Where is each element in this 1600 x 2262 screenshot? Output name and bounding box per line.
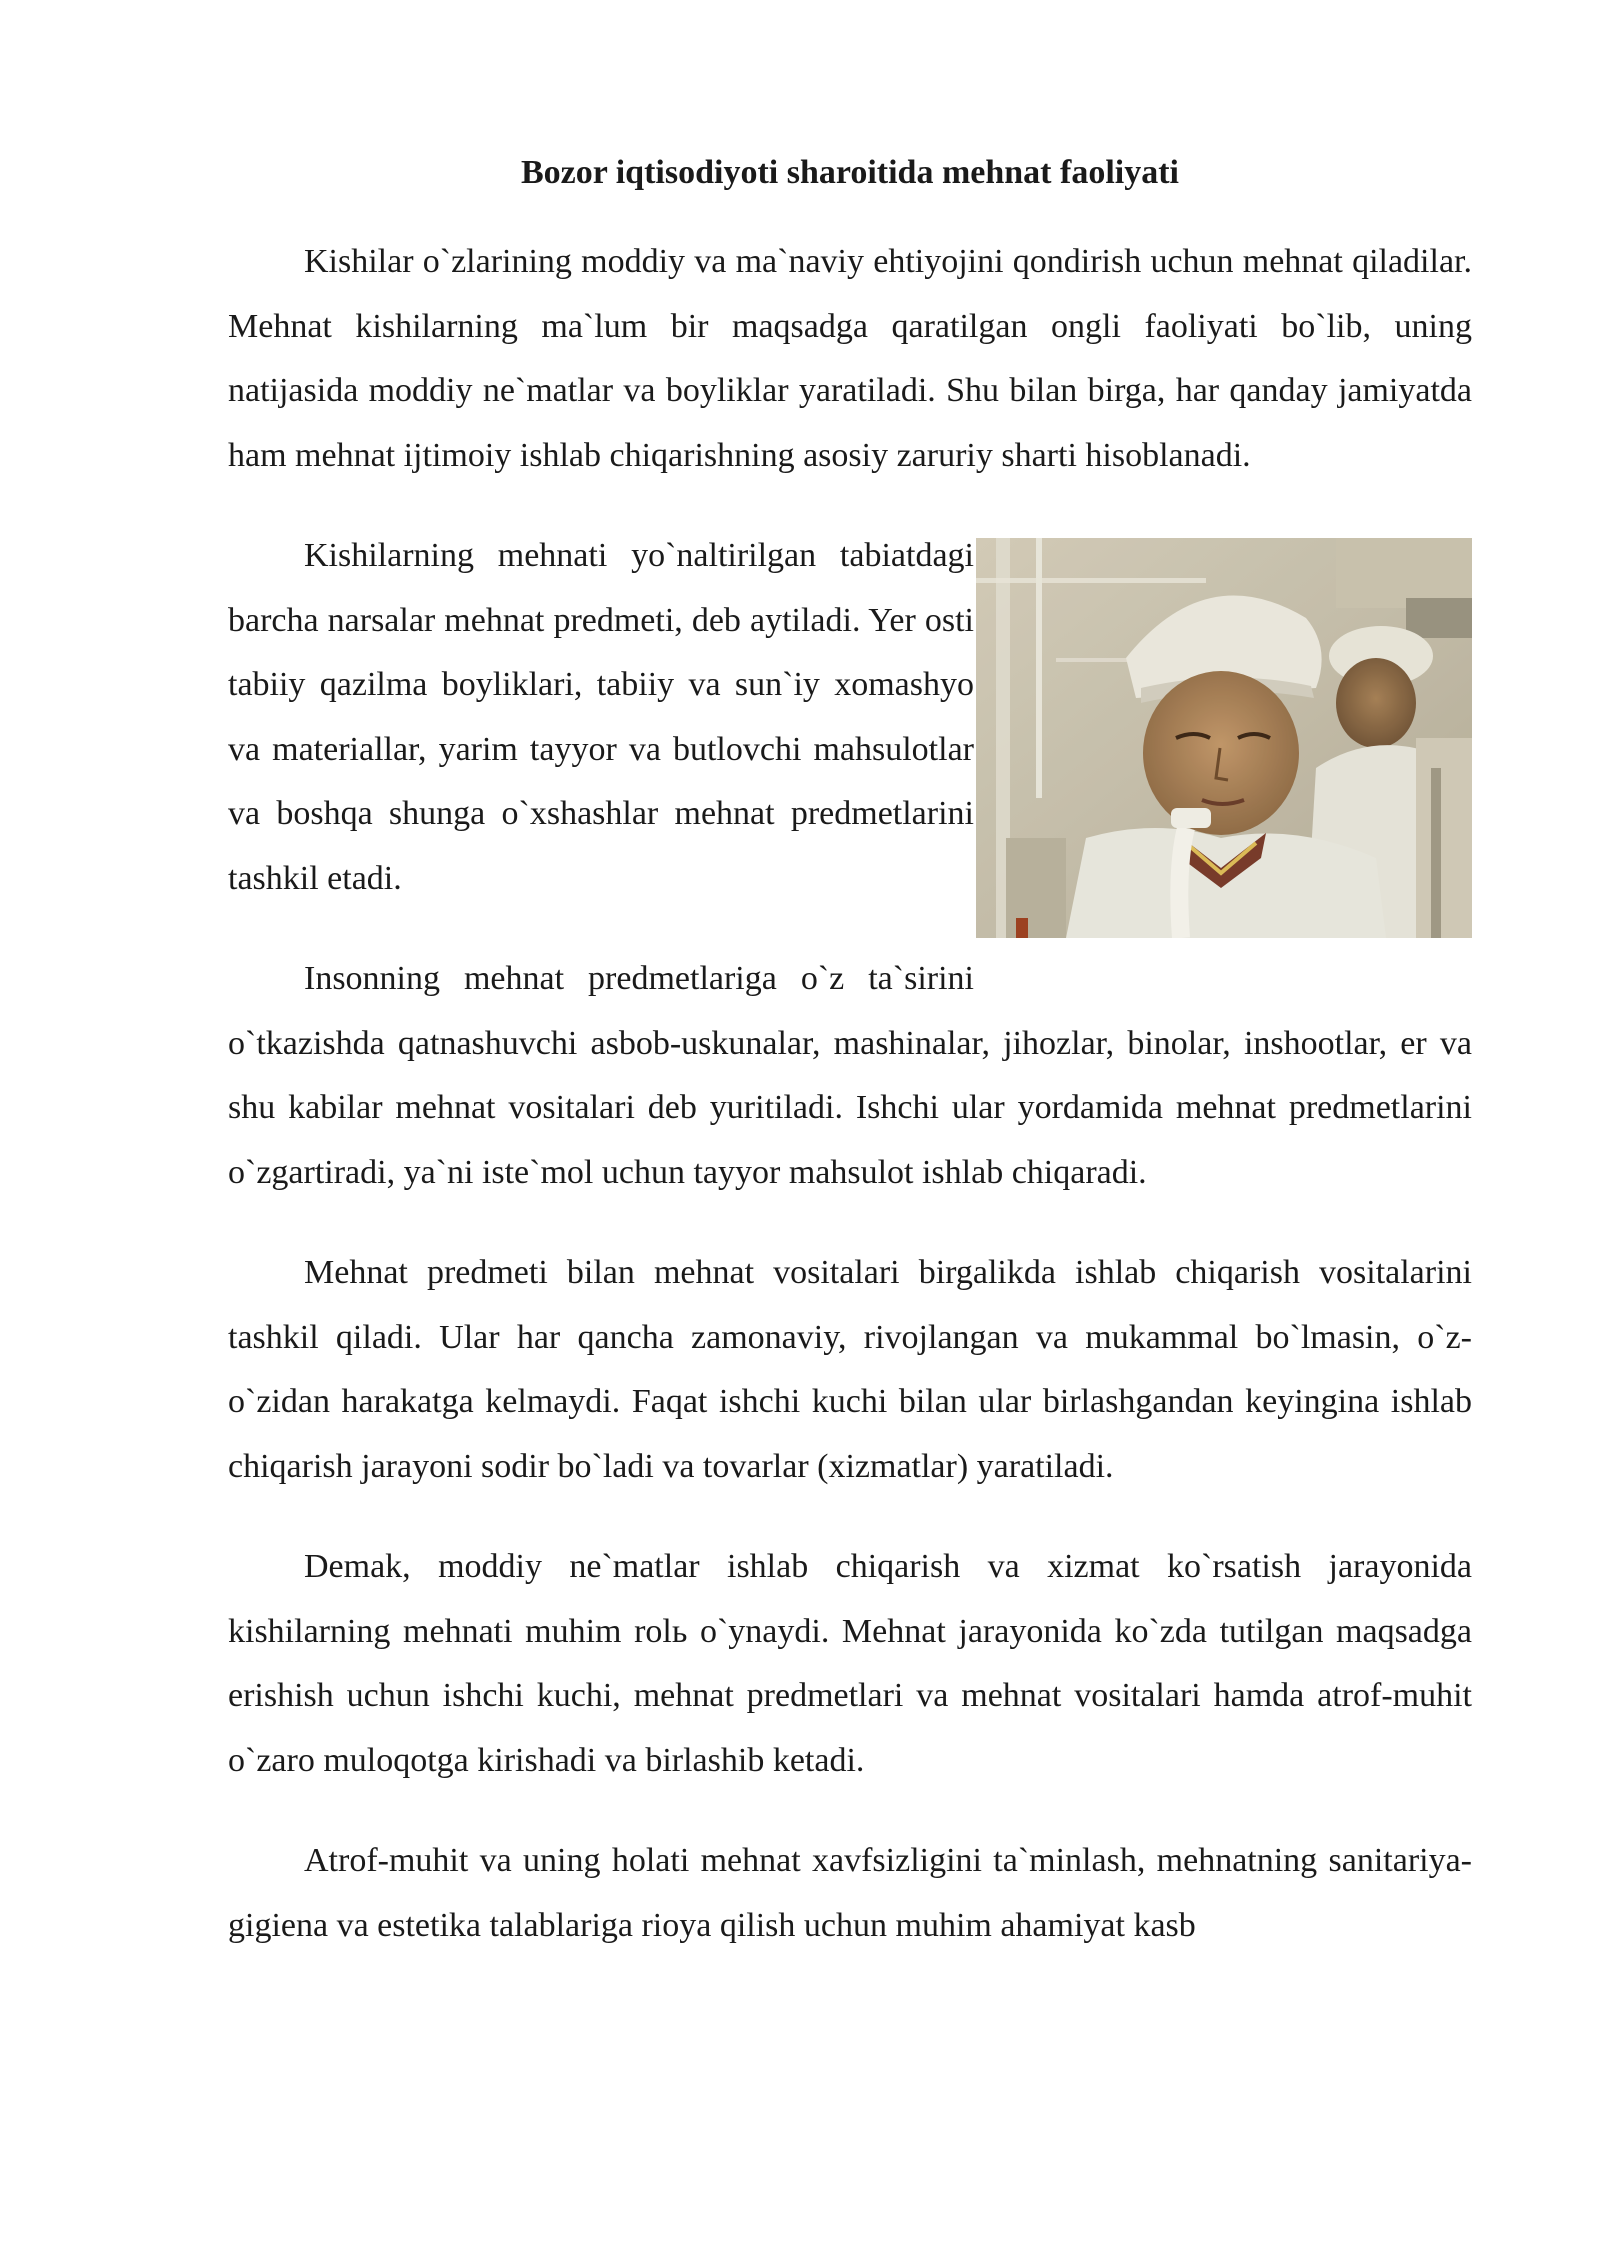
paragraph-1: Kishilar o`zlarining moddiy va ma`naviy ehtiyojini qondirish uchun mehnat qiladilar. Mehnat kishilarning ma`lum bir maqsadga qaratilgan ongli faoliyati bo`lib, uning natijasida moddiy ne`matlar va boyliklar yaratiladi. Shu bilan birga, har qanday jamiyatda ham mehnat ijtimoiy ishlab chiqarishning asosiy zaruriy sharti hisoblanadi. [228,243,1472,474]
paragraph-5: Demak, moddiy ne`matlar ishlab chiqarish va xizmat ko`rsatish jarayonida kishilarning mehnati muhim rolь o`ynaydi. Mehnat jarayonida ko`zda tutilgan maqsadga erishish uchun ishchi kuchi, mehnat predmetlari va mehnat vositalari hamda atrof-muhit o`zaro muloqotga kirishadi va birlashib ketadi. [228,1548,1472,1779]
document-title: Bozor iqtisodiyoti sharoitida mehnat faoliyati [520,154,1179,191]
document-page [228,148,1472,1994]
paragraph-3: Insonning mehnat predmetlariga o`z ta`sirini o`tkazishda qatnashuvchi asbob-uskunalar, mashinalar, jihozlar, binolar, inshootlar, er va shu kabilar mehnat vositalari deb yuritiladi. Ishchi ular yordamida mehnat predmetlarini o`zgartiradi, ya`ni iste`mol uchun tayyor mahsulot ishlab chiqaradi. [228,960,1472,1191]
paragraph-4: Mehnat predmeti bilan mehnat vositalari birgalikda ishlab chiqarish vositalarini tashkil qiladi. Ular har qancha zamonaviy, rivojlangan va mukammal bo`lmasin, o`z-o`zidan harakatga kelmaydi. Faqat ishchi kuchi bilan ular birlashgandan keyingina ishlab chiqarish jarayoni sodir bo`ladi va tovarlar (xizmatlar) yaratiladi. [228,1254,1472,1485]
worker-photo [976,538,1472,938]
paragraph-2: Kishilarning mehnati yo`naltirilgan tabiatdagi barcha narsalar mehnat predmeti, deb aytiladi. Yer osti tabiiy qazilma boyliklari, tabiiy va sun`iy xomashyo va materiallar, yarim tayyor va butlovchi mahsulotlar va boshqa shunga o`xshashlar mehnat predmetlarini tashkil etadi. [228,537,974,897]
paragraph-6: Atrof-muhit va uning holati mehnat xavfsizligini ta`minlash, mehnatning sanitariya-gigiena va estetika talablariga rioya qilish uchun muhim ahamiyat kasb [228,1842,1472,1944]
worker-photo-illustration [976,538,1472,938]
